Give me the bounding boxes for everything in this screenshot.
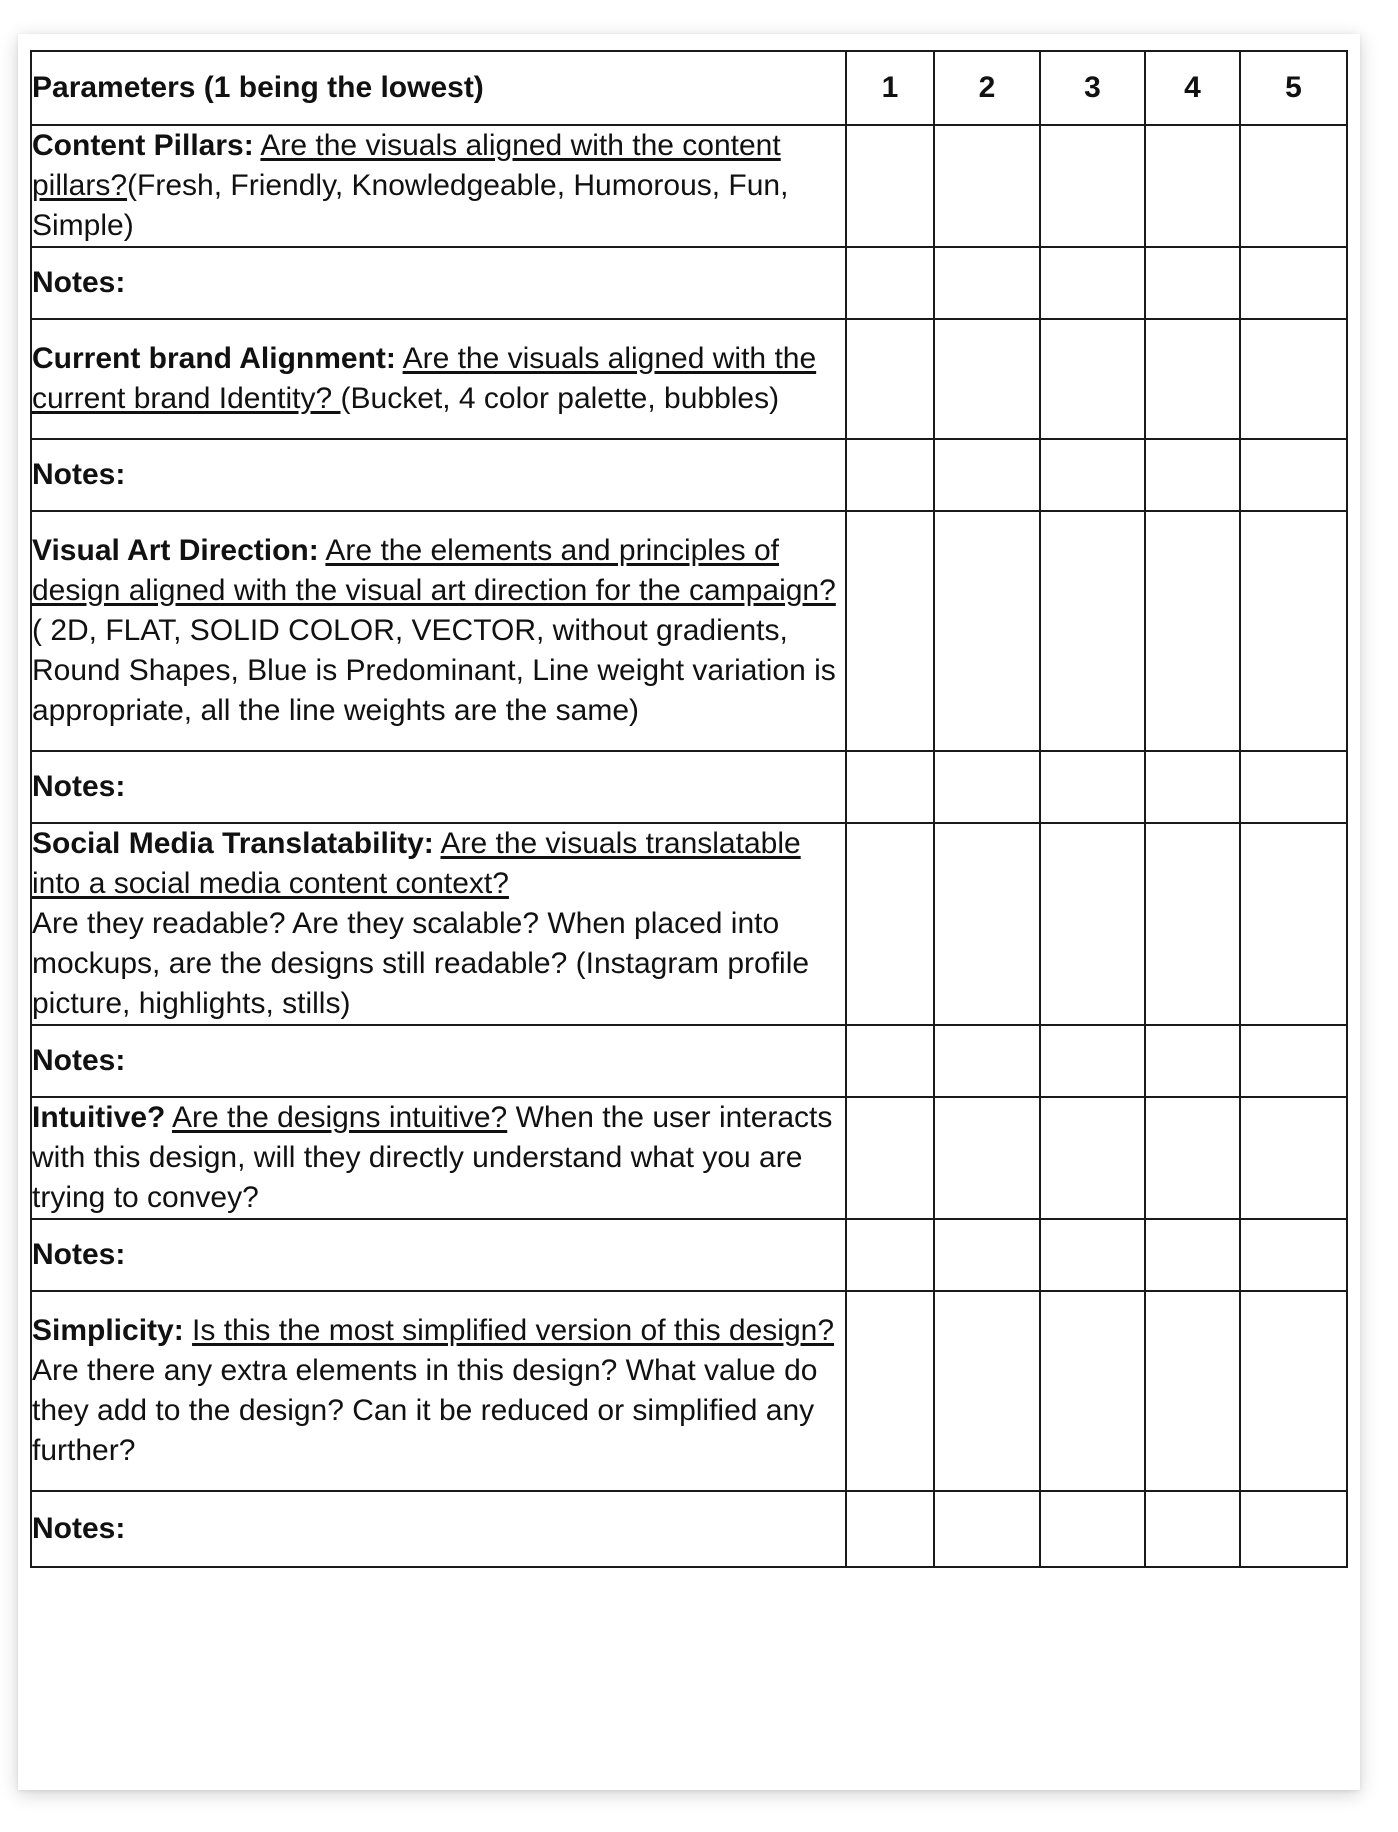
notes-cell bbox=[1145, 1219, 1240, 1291]
score-cell-3[interactable] bbox=[1040, 511, 1145, 751]
notes-cell bbox=[846, 751, 934, 823]
notes-row bbox=[31, 1025, 1347, 1097]
score-cell-3[interactable] bbox=[1040, 319, 1145, 439]
score-cell-5[interactable] bbox=[1240, 1097, 1347, 1219]
notes-label[interactable]: Notes: bbox=[31, 751, 846, 823]
score-cell-4[interactable] bbox=[1145, 125, 1240, 247]
score-header-2: 2 bbox=[934, 51, 1040, 125]
parameter-title: Intuitive? bbox=[32, 1101, 166, 1134]
notes-row bbox=[31, 751, 1347, 823]
notes-cell bbox=[1145, 1025, 1240, 1097]
parameter-cell bbox=[31, 319, 846, 439]
notes-cell bbox=[934, 247, 1040, 319]
parameter-question: Are the designs intuitive? bbox=[172, 1101, 508, 1134]
notes-cell bbox=[1240, 439, 1347, 511]
notes-cell bbox=[846, 247, 934, 319]
parameter-title: Simplicity: bbox=[32, 1314, 184, 1347]
notes-cell bbox=[1240, 1491, 1347, 1567]
notes-cell bbox=[934, 1025, 1040, 1097]
notes-cell bbox=[934, 439, 1040, 511]
parameter-row-intuitive bbox=[31, 1097, 1347, 1219]
score-header-5: 5 bbox=[1240, 51, 1347, 125]
parameter-cell bbox=[31, 511, 846, 751]
parameter-detail: (Bucket, 4 color palette, bubbles) bbox=[340, 382, 780, 415]
parameter-row-simplicity bbox=[31, 1291, 1347, 1491]
score-cell-2[interactable] bbox=[934, 823, 1040, 1025]
parameter-cell bbox=[31, 823, 846, 1025]
score-cell-2[interactable] bbox=[934, 511, 1040, 751]
parameter-row-social-media-translatability bbox=[31, 823, 1347, 1025]
parameter-question: Are the visuals aligned with the current brand Identity? bbox=[32, 342, 817, 415]
evaluation-rubric-table bbox=[30, 50, 1348, 1568]
score-cell-5[interactable] bbox=[1240, 319, 1347, 439]
notes-cell bbox=[1040, 1025, 1145, 1097]
score-cell-1[interactable] bbox=[846, 319, 934, 439]
parameter-question: Are the elements and principles of design aligned with the visual art direction for the campaign? bbox=[32, 534, 836, 607]
score-cell-5[interactable] bbox=[1240, 125, 1347, 247]
score-cell-4[interactable] bbox=[1145, 511, 1240, 751]
score-cell-4[interactable] bbox=[1145, 1097, 1240, 1219]
notes-cell bbox=[934, 1491, 1040, 1567]
parameter-row-content-pillars bbox=[31, 125, 1347, 247]
header-row bbox=[31, 51, 1347, 125]
notes-row bbox=[31, 247, 1347, 319]
notes-cell bbox=[1145, 1491, 1240, 1567]
score-cell-1[interactable] bbox=[846, 1097, 934, 1219]
parameter-detail: (Fresh, Friendly, Knowledgeable, Humorous, Fun, Simple) bbox=[32, 169, 789, 242]
parameter-detail: Are they readable? Are they scalable? When placed into mockups, are the designs still readable? (Instagram profile picture, highlights, stills) bbox=[32, 907, 810, 1020]
notes-cell bbox=[1040, 439, 1145, 511]
notes-cell bbox=[1240, 247, 1347, 319]
notes-label[interactable]: Notes: bbox=[31, 439, 846, 511]
notes-cell bbox=[1040, 1219, 1145, 1291]
parameters-header: Parameters (1 being the lowest) bbox=[31, 51, 846, 125]
notes-cell bbox=[846, 1025, 934, 1097]
notes-cell bbox=[1145, 247, 1240, 319]
notes-cell bbox=[934, 1219, 1040, 1291]
score-cell-3[interactable] bbox=[1040, 823, 1145, 1025]
notes-cell bbox=[1240, 1219, 1347, 1291]
notes-cell bbox=[846, 1219, 934, 1291]
notes-label[interactable]: Notes: bbox=[31, 1491, 846, 1567]
notes-cell bbox=[846, 439, 934, 511]
parameter-title: Visual Art Direction: bbox=[32, 534, 319, 567]
parameter-cell bbox=[31, 125, 846, 247]
score-header-1: 1 bbox=[846, 51, 934, 125]
score-header-3: 3 bbox=[1040, 51, 1145, 125]
score-cell-2[interactable] bbox=[934, 125, 1040, 247]
score-cell-5[interactable] bbox=[1240, 823, 1347, 1025]
parameter-cell bbox=[31, 1291, 846, 1491]
score-cell-3[interactable] bbox=[1040, 1097, 1145, 1219]
notes-row bbox=[31, 1491, 1347, 1567]
score-cell-1[interactable] bbox=[846, 1291, 934, 1491]
parameter-title: Current brand Alignment: bbox=[32, 342, 396, 375]
parameter-title: Social Media Translatability: bbox=[32, 827, 434, 860]
score-cell-1[interactable] bbox=[846, 125, 934, 247]
notes-label[interactable]: Notes: bbox=[31, 1219, 846, 1291]
parameter-title: Content Pillars: bbox=[32, 129, 254, 162]
parameter-row-visual-art-direction bbox=[31, 511, 1347, 751]
score-cell-4[interactable] bbox=[1145, 823, 1240, 1025]
notes-cell bbox=[846, 1491, 934, 1567]
parameter-detail: ( 2D, FLAT, SOLID COLOR, VECTOR, without gradients, Round Shapes, Blue is Predominant, Line weight variation is appropriate, all the line weights are the same) bbox=[32, 614, 836, 727]
parameter-row-brand-alignment bbox=[31, 319, 1347, 439]
notes-cell bbox=[1040, 1491, 1145, 1567]
notes-cell bbox=[1240, 1025, 1347, 1097]
notes-cell bbox=[1145, 439, 1240, 511]
parameter-detail: When the user interacts with this design, will they directly understand what you are trying to convey? bbox=[32, 1101, 833, 1214]
parameter-question: Are the visuals translatable into a social media content context? bbox=[32, 827, 801, 900]
score-cell-1[interactable] bbox=[846, 511, 934, 751]
parameter-question: Are the visuals aligned with the content pillars? bbox=[32, 129, 781, 202]
score-cell-2[interactable] bbox=[934, 1097, 1040, 1219]
score-cell-4[interactable] bbox=[1145, 319, 1240, 439]
score-cell-4[interactable] bbox=[1145, 1291, 1240, 1491]
parameter-cell bbox=[31, 1097, 846, 1219]
parameter-question: Is this the most simplified version of this design? bbox=[192, 1314, 834, 1347]
score-header-4: 4 bbox=[1145, 51, 1240, 125]
notes-cell bbox=[934, 751, 1040, 823]
notes-cell bbox=[1145, 751, 1240, 823]
score-cell-5[interactable] bbox=[1240, 1291, 1347, 1491]
score-cell-3[interactable] bbox=[1040, 1291, 1145, 1491]
notes-label[interactable]: Notes: bbox=[31, 1025, 846, 1097]
notes-cell bbox=[1040, 751, 1145, 823]
parameter-detail: Are there any extra elements in this design? What value do they add to the design? Can it be reduced or simplified any further? bbox=[32, 1354, 818, 1467]
notes-row bbox=[31, 439, 1347, 511]
notes-row bbox=[31, 1219, 1347, 1291]
notes-label[interactable]: Notes: bbox=[31, 247, 846, 319]
score-cell-2[interactable] bbox=[934, 1291, 1040, 1491]
notes-cell bbox=[1240, 751, 1347, 823]
score-cell-2[interactable] bbox=[934, 319, 1040, 439]
score-cell-5[interactable] bbox=[1240, 511, 1347, 751]
score-cell-1[interactable] bbox=[846, 823, 934, 1025]
score-cell-3[interactable] bbox=[1040, 125, 1145, 247]
notes-cell bbox=[1040, 247, 1145, 319]
